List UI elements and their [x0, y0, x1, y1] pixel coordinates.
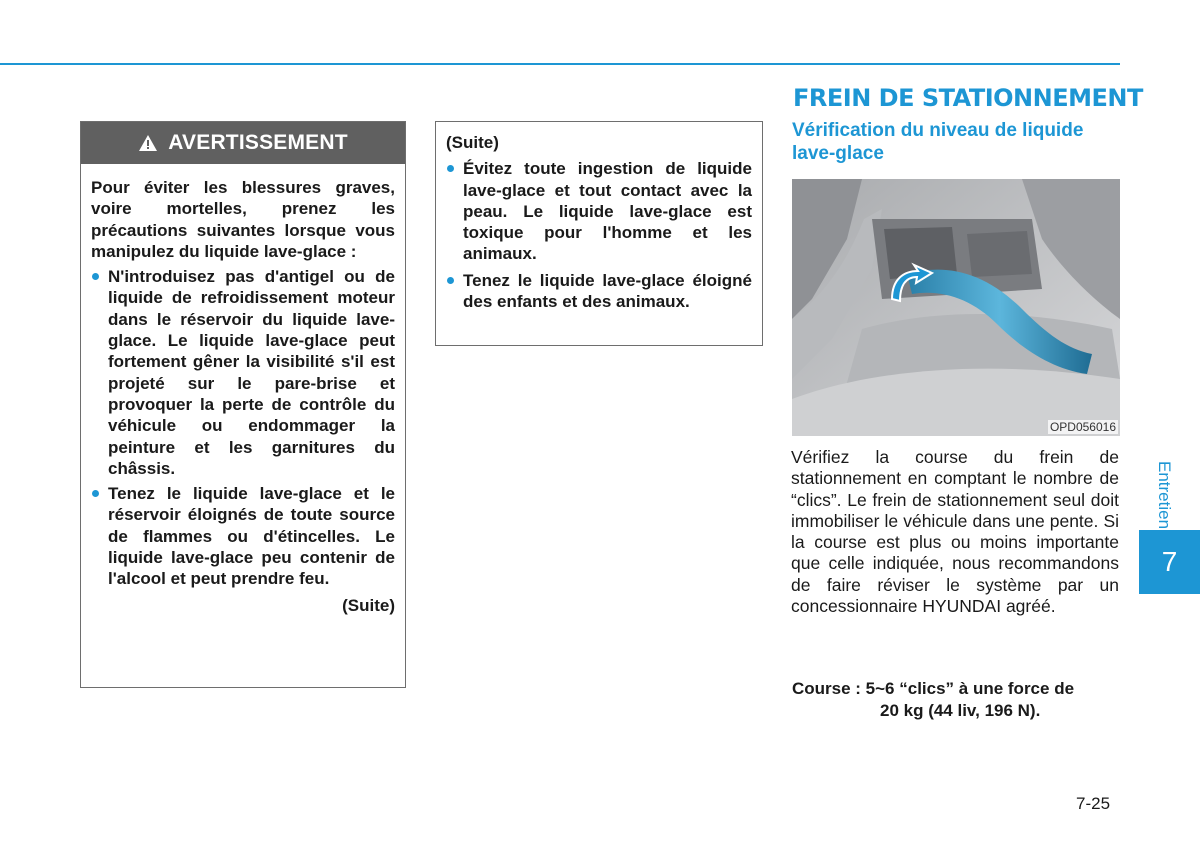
continued-box [435, 121, 763, 346]
warning-bullet-text: N'introduisez pas d'antigel ou de liquide de refroidissement moteur dans le réservoir du liquide lave-glace. Le liquide lave-glace peut fortement gêner la visibilité s'il est projeté sur le pare-brise et provoquer la perte de contrôle du véhicule ou endommager la peinture et les garnitures du châssis. [108, 267, 395, 478]
parking-brake-photo [792, 179, 1120, 436]
parking-brake-illustration [792, 179, 1120, 436]
warning-triangle-icon [138, 134, 158, 152]
warning-continued: (Suite) [342, 595, 395, 615]
section-title: FREIN DE STATIONNEMENT [793, 84, 1143, 112]
warning-bullet [91, 483, 395, 589]
course-spec-line2: 20 kg (44 liv, 196 N). [880, 700, 1041, 720]
warning-bullet [91, 266, 395, 479]
page-number: 7-25 [1076, 794, 1111, 813]
course-spec-line1: Course : 5~6 “clics” à une force de [792, 679, 1075, 698]
warning-bullet-text: Tenez le liquide lave-glace et le réservoir éloignés de toute source de flammes ou d'étincelles. Le liquide lave-glace peu contenir de l'alcool et peut prendre feu. [108, 484, 395, 589]
warning-title: AVERTISSEMENT [168, 131, 348, 154]
course-spec [792, 678, 1122, 721]
chapter-side-label [1152, 455, 1176, 535]
continued-bullet-text: Évitez toute ingestion de liquide lave-glace et tout contact avec la peau. Le liquide lave-glace est toxique pour l'homme et les animaux. [463, 159, 752, 264]
body-paragraph: Vérifiez la course du frein de stationnement en comptant le nombre de “clics”. Le frein de stationnement seul doit immobiliser le véhicule dans une pente. Si la course est plus ou moins importante que celle indiquée, nous recommandons de faire réviser le système par un concessionnaire HYUNDAI agréé. [791, 447, 1119, 617]
warning-box [80, 121, 406, 688]
continued-bullet [446, 158, 752, 264]
warning-intro: Pour éviter les blessures graves, voire mortelles, prenez les précautions suivantes lorsque vous manipulez du liquide lave-glace : [91, 178, 395, 261]
top-rule [0, 63, 1120, 65]
bullet-dot-icon [447, 277, 454, 284]
chapter-tab: 7 [1139, 530, 1200, 594]
warning-header [81, 122, 405, 164]
continued-bullet [446, 270, 752, 313]
subheading: Vérification du niveau de liquide lave-glace [792, 120, 1084, 164]
figure-code: OPD056016 [1049, 420, 1116, 434]
continued-bullet-text: Tenez le liquide lave-glace éloigné des enfants et des animaux. [463, 270, 752, 312]
continued-header: (Suite) [446, 133, 499, 152]
bullet-dot-icon [92, 273, 99, 280]
bullet-dot-icon [92, 490, 99, 497]
chapter-label-text: Entretien [1155, 460, 1175, 530]
bullet-dot-icon [447, 165, 454, 172]
